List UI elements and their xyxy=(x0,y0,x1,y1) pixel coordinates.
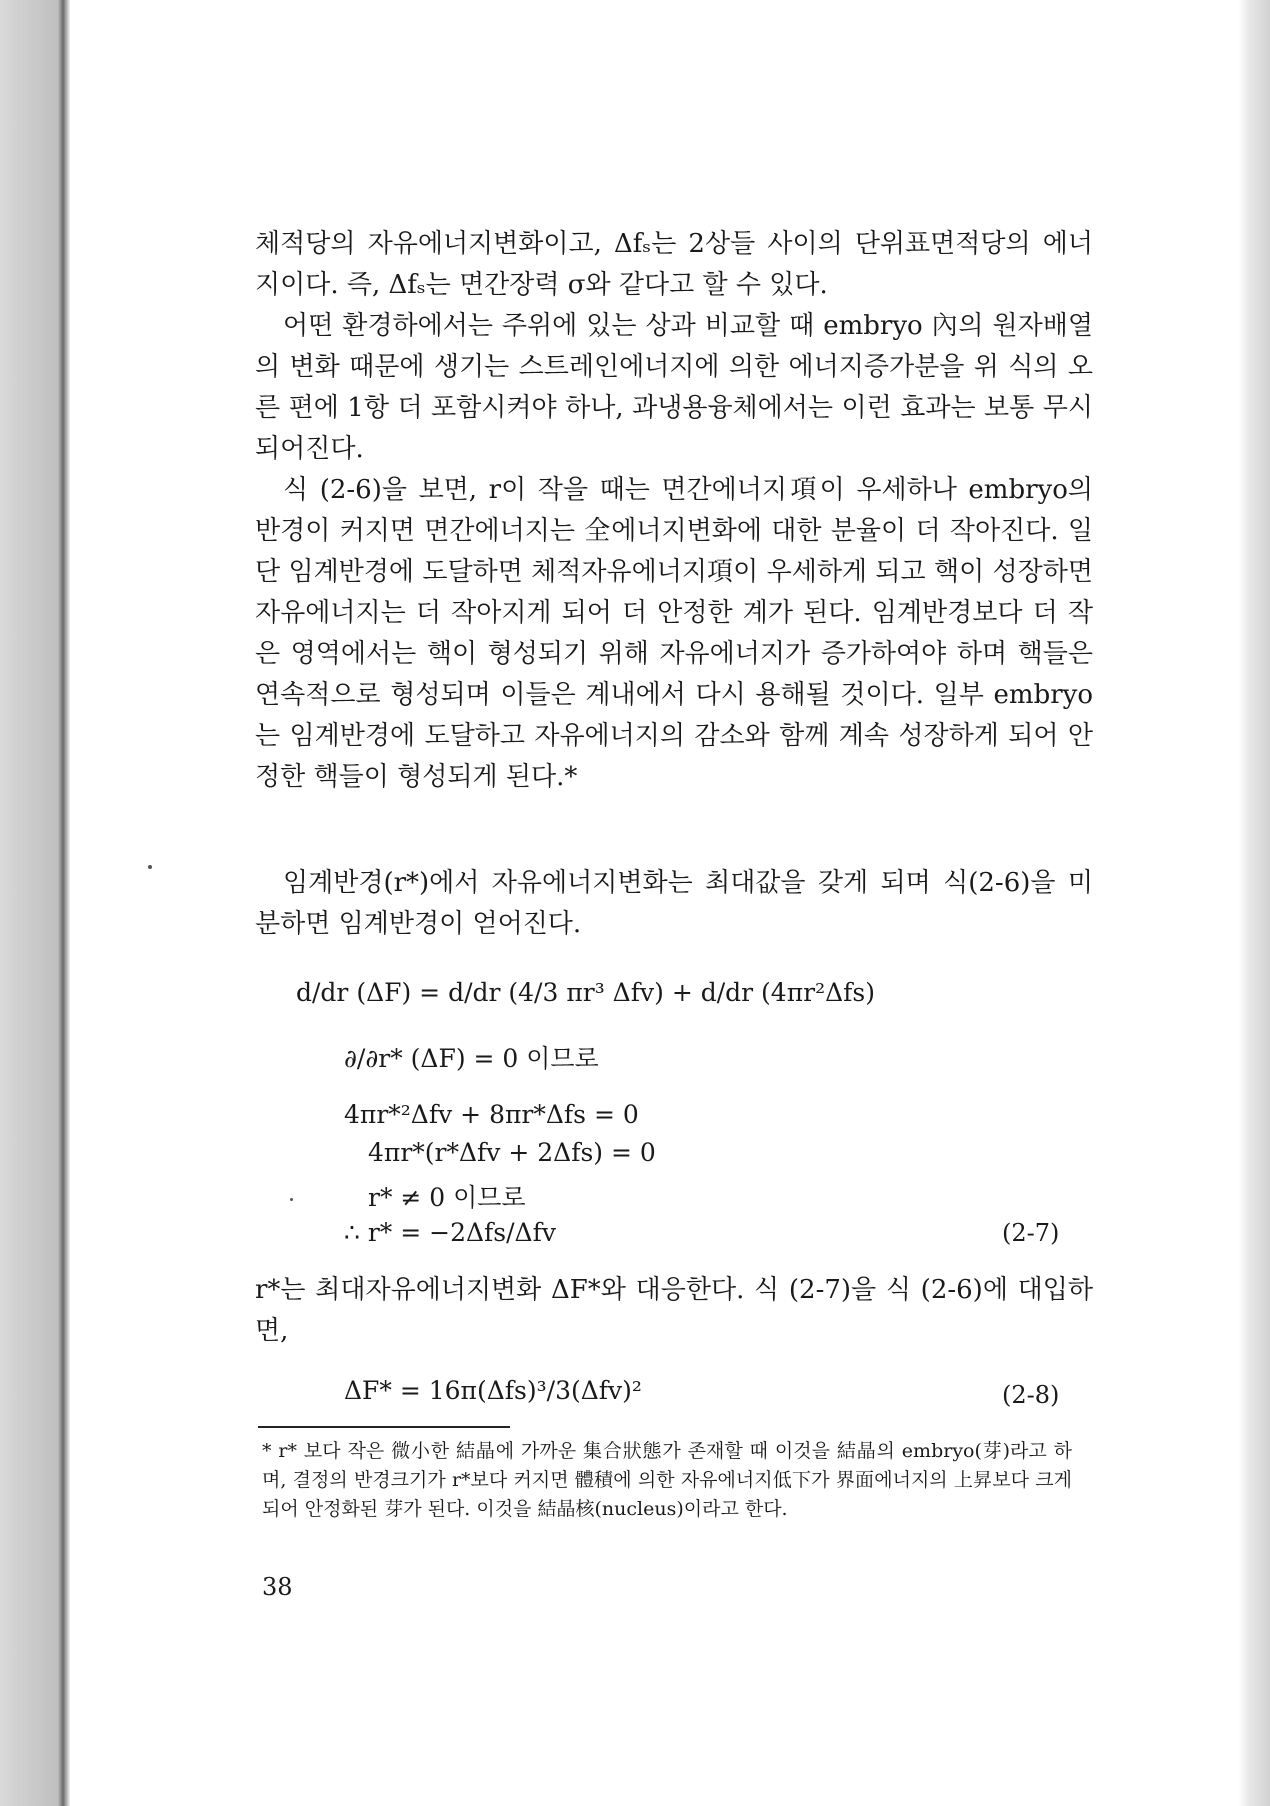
equation-critical-energy: ΔF* = 16π(Δfs)³/3(Δfv)² xyxy=(344,1376,642,1405)
equation-critical-radius: ∴ r* = −2Δfs/Δfv xyxy=(344,1218,556,1247)
scan-right-edge xyxy=(1238,0,1270,1806)
equation-derivative: d/dr (ΔF) = d/dr (4/3 πr³ Δfv) + d/dr (4πr²Δfs) xyxy=(296,978,875,1007)
paragraph-4: 임계반경(r*)에서 자유에너지변화는 최대값을 갖게 되며 식(2-6)을 미분하면 임계반경이 얻어진다. xyxy=(255,868,1093,939)
footnote-rule xyxy=(258,1426,510,1428)
paragraph-2: 어떤 환경하에서는 주위에 있는 상과 비교할 때 embryo 內의 원자배열의 변화 때문에 생기는 스트레인에너지에 의한 에너지증가분을 위 식의 오른 편에 1항 더 포함시켜야 하나, 과냉용융체에서는 이런 효과는 보통 무시되어진다. xyxy=(255,311,1093,464)
equation-expanded: 4πr*²Δfv + 8πr*Δfs = 0 xyxy=(344,1100,639,1129)
scan-speck xyxy=(290,1198,293,1201)
equation-factored: 4πr*(r*Δfv + 2Δfs) = 0 xyxy=(368,1138,656,1167)
footnote: * r* 보다 작은 微小한 結晶에 가까운 集合狀態가 존재할 때 이것을 結晶의 embryo(芽)라고 하며, 결정의 반경크기가 r*보다 커지면 體積에 의한 자유에너지低下가 界面에너지의 上昇보다 크게 되어 안정화된 芽가 된다. 이것을 結晶核(nucleus)이라고 한다. xyxy=(262,1440,1072,1520)
paragraph-3: 식 (2-6)을 보면, r이 작을 때는 면간에너지項이 우세하나 embryo의 반경이 커지면 면간에너지는 全에너지변화에 대한 분율이 더 작아진다. 일단 임계반경에 도달하면 체적자유에너지項이 우세하게 되고 핵이 성장하면 자유에너지는 더 작아지게 되어 더 안정한 계가 된다. 임계반경보다 더 작은 영역에서는 핵이 형성되기 위해 자유에너지가 증가하여야 하며 핵들은 연속적으로 형성되며 이들은 계내에서 다시 용해될 것이다. 일부 embryo는 임계반경에 도달하고 자유에너지의 감소와 함께 계속 성장하게 되어 안정한 핵들이 형성되게 된다.* xyxy=(255,475,1093,792)
paragraph-5: r*는 최대자유에너지변화 ΔF*와 대응한다. 식 (2-7)을 식 (2-6)에 대입하면, xyxy=(255,1275,1093,1346)
equation-number-2-7: (2-7) xyxy=(1002,1219,1060,1247)
equation-number-2-8: (2-8) xyxy=(1002,1381,1060,1409)
scan-speck xyxy=(148,865,152,869)
paragraph-1: 체적당의 자유에너지변화이고, Δfₛ는 2상들 사이의 단위표면적당의 에너지이다. 즉, Δfₛ는 면간장력 σ와 같다고 할 수 있다. xyxy=(255,229,1093,300)
scan-left-edge xyxy=(0,0,70,1806)
page-number: 38 xyxy=(262,1573,293,1601)
equation-nonzero: r* ≠ 0 이므로 xyxy=(368,1183,526,1212)
equation-partial: ∂/∂r* (ΔF) = 0 이므로 xyxy=(344,1044,599,1073)
